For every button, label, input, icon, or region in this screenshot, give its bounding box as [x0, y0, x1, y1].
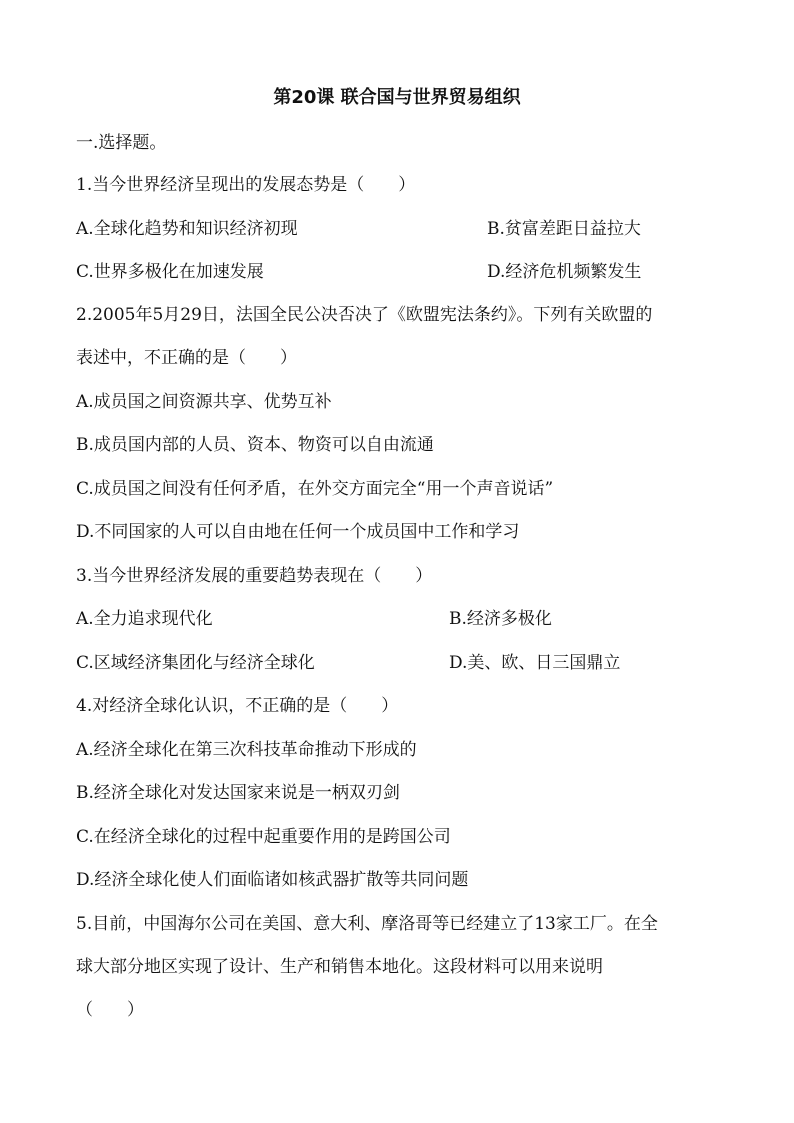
question-2-stem-line-2: 表述中，不正确的是（ ） — [76, 348, 297, 368]
document-title: 第20课 联合国与世界贸易组织 — [273, 87, 521, 108]
question-5-stem-line-2: 球大部分地区实现了设计、生产和销售本地化。这段材料可以用来说明 — [76, 957, 603, 977]
question-5-stem-line-3: （ ） — [76, 1000, 144, 1020]
question-4-stem: 4.对经济全球化认识，不正确的是（ ） — [76, 696, 399, 716]
section-heading: 一.选择题。 — [76, 133, 167, 153]
question-1-option-d: D.经济危机频繁发生 — [487, 262, 642, 282]
question-4-option-a: A.经济全球化在第三次科技革命推动下形成的 — [76, 740, 417, 760]
question-4-option-c: C.在经济全球化的过程中起重要作用的是跨国公司 — [76, 827, 451, 847]
question-3-option-d: D.美、欧、日三国鼎立 — [449, 653, 621, 673]
question-3-option-c: C.区域经济集团化与经济全球化 — [76, 653, 315, 673]
question-1-option-b: B.贫富差距日益拉大 — [487, 219, 641, 239]
question-3-option-b: B.经济多极化 — [449, 609, 552, 629]
question-1-option-c: C.世界多极化在加速发展 — [76, 262, 264, 282]
question-2-stem-line-1: 2.2005年5月29日，法国全民公决否决了《欧盟宪法条约》。下列有关欧盟的 — [76, 305, 653, 325]
question-4-option-b: B.经济全球化对发达国家来说是一柄双刃剑 — [76, 783, 400, 803]
question-2-option-c: C.成员国之间没有任何矛盾，在外交方面完全“用一个声音说话” — [76, 479, 554, 499]
question-4-option-d: D.经济全球化使人们面临诸如核武器扩散等共同问题 — [76, 870, 469, 890]
question-1-stem: 1.当今世界经济呈现出的发展态势是（ ） — [76, 175, 416, 195]
question-1-option-a: A.全球化趋势和知识经济初现 — [76, 219, 298, 239]
question-5-stem-line-1: 5.目前，中国海尔公司在美国、意大利、摩洛哥等已经建立了13家工厂。在全 — [76, 914, 658, 934]
question-3-stem: 3.当今世界经济发展的重要趋势表现在（ ） — [76, 566, 433, 586]
question-3-option-a: A.全力追求现代化 — [76, 609, 213, 629]
question-2-option-b: B.成员国内部的人员、资本、物资可以自由流通 — [76, 435, 434, 455]
question-2-option-d: D.不同国家的人可以自由地在任何一个成员国中工作和学习 — [76, 522, 520, 542]
question-2-option-a: A.成员国之间资源共享、优势互补 — [76, 392, 332, 412]
